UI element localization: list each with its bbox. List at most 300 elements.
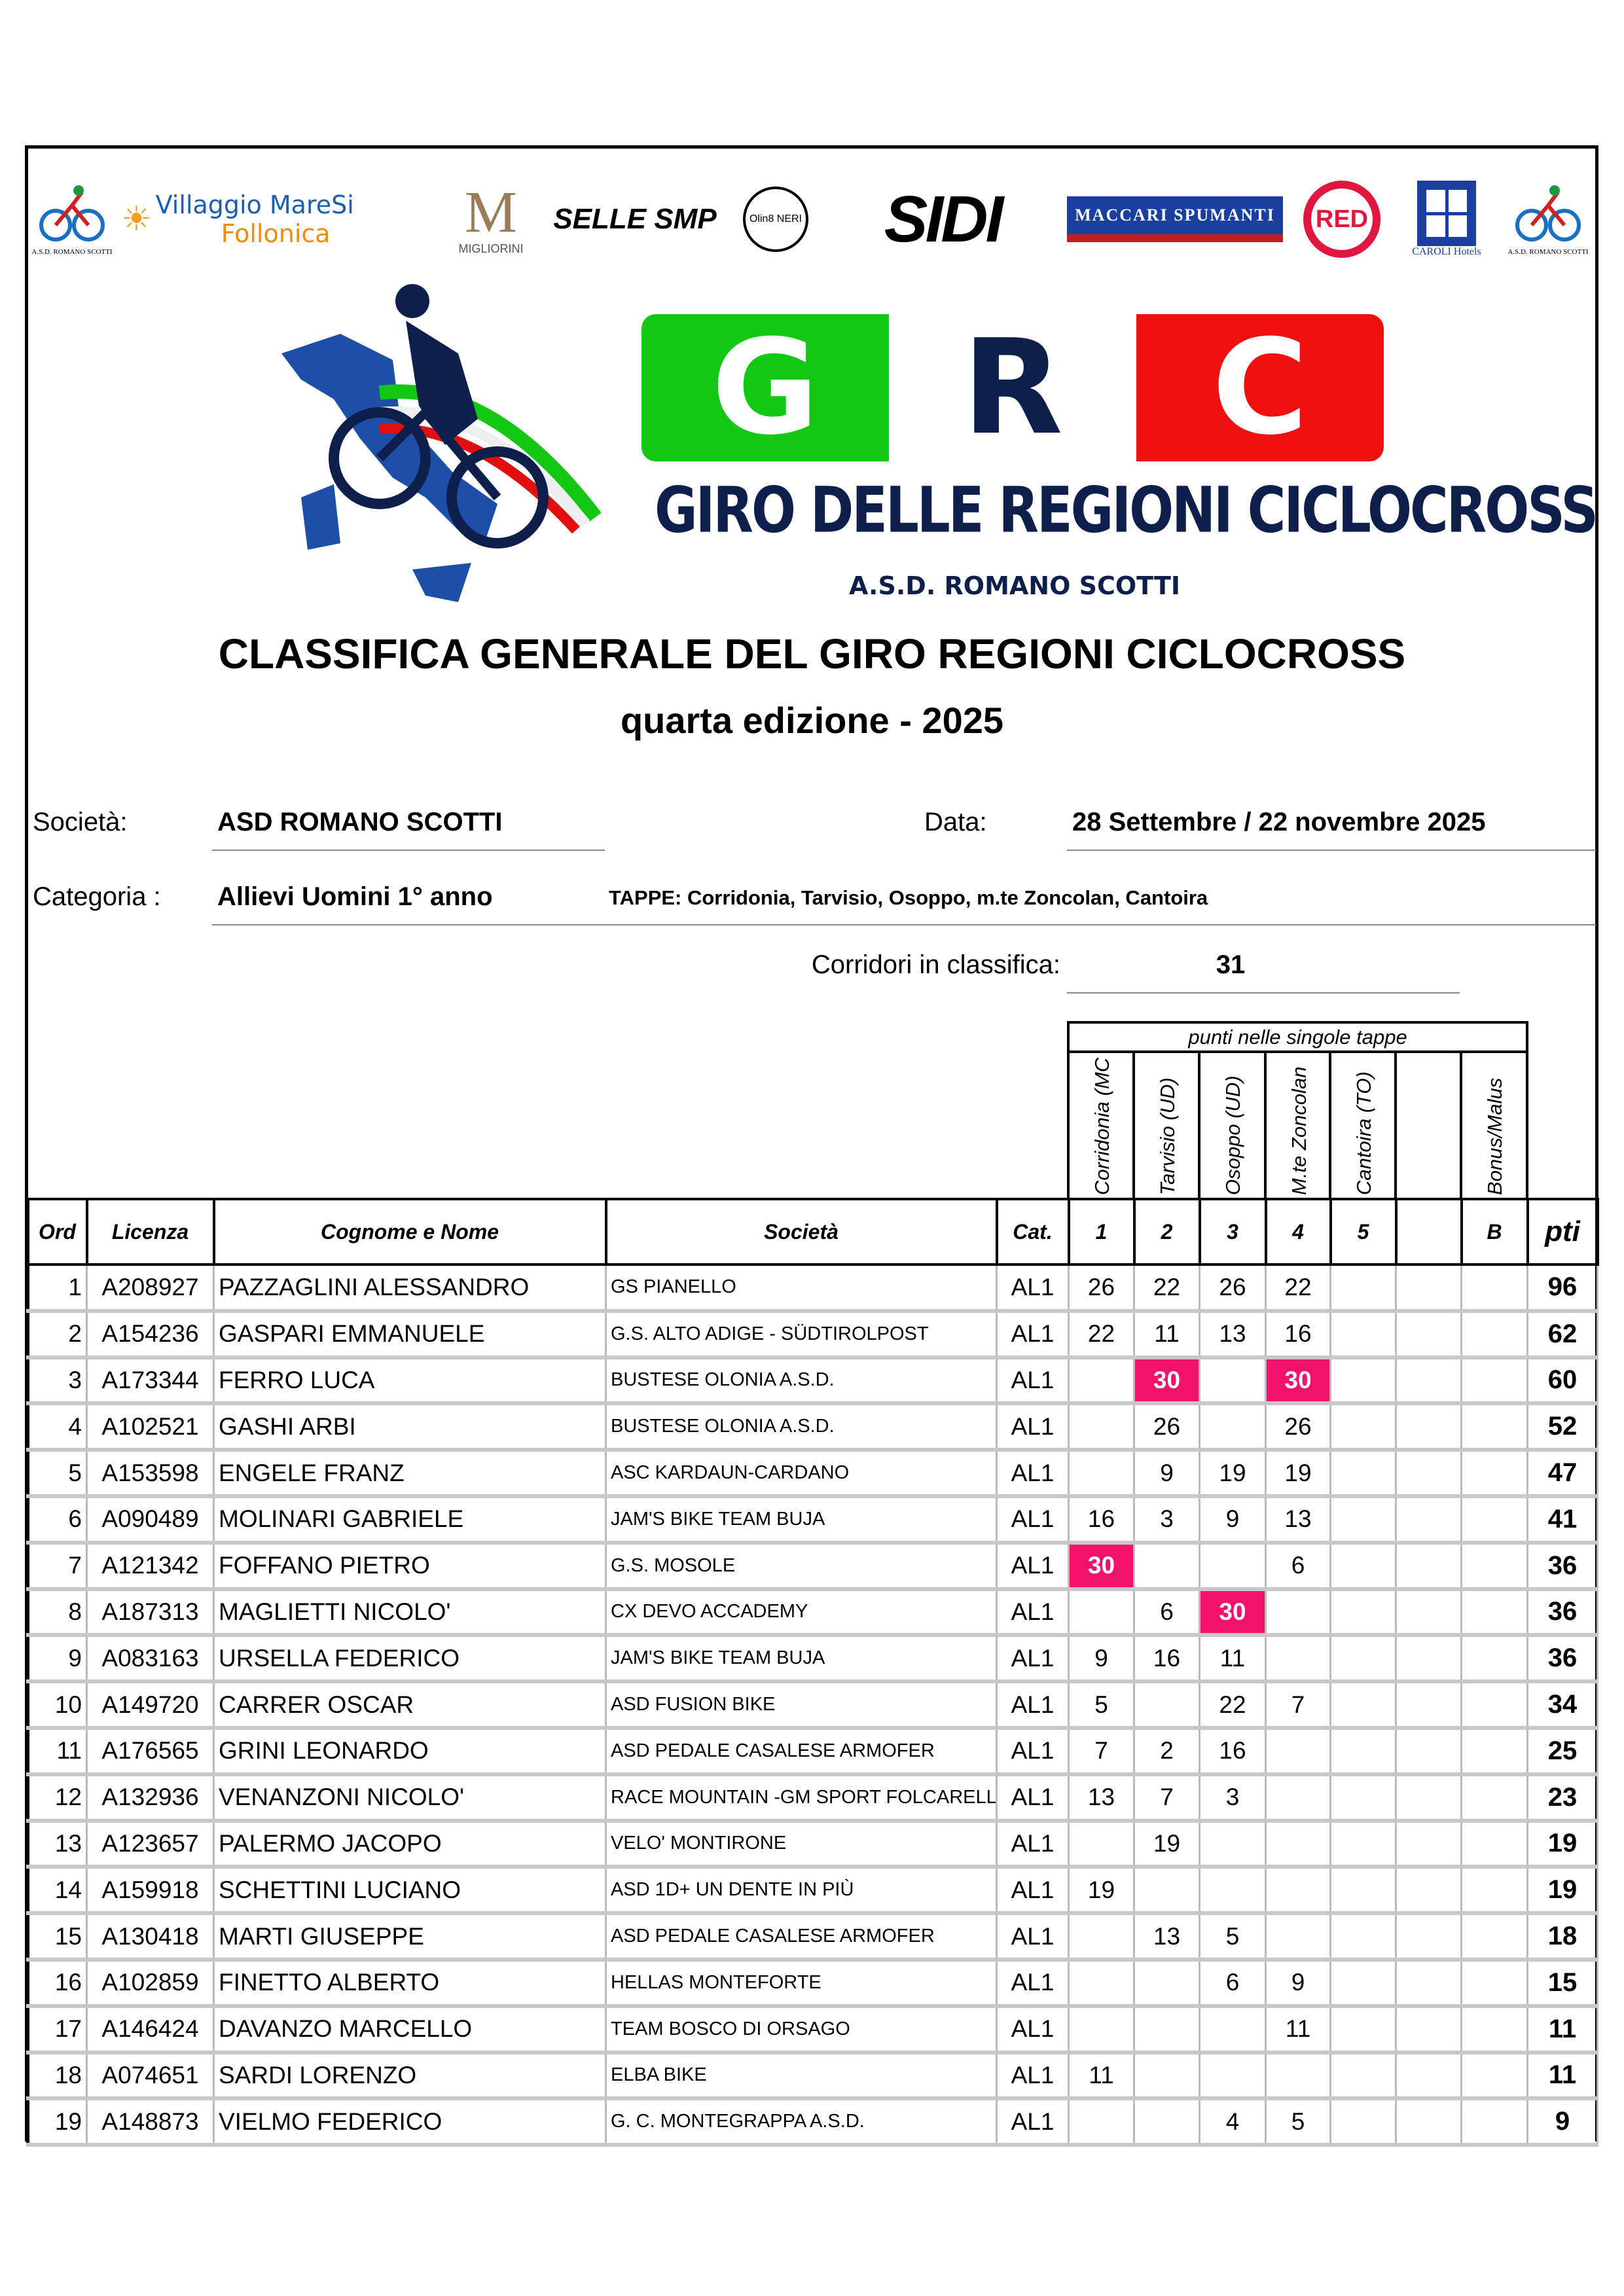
stage-points-cell bbox=[1462, 2053, 1528, 2099]
stage-points-cell bbox=[1462, 1450, 1528, 1496]
sun-icon: ☀ bbox=[121, 200, 152, 238]
total-points-cell: 19 bbox=[1528, 1867, 1598, 1913]
table-row bbox=[28, 2006, 1598, 2053]
category-cell: AL1 bbox=[997, 1543, 1069, 1589]
stage-name-text: Cantoira (TO) bbox=[1352, 1071, 1375, 1195]
olin8-logo: Olin8 NERI bbox=[733, 170, 818, 268]
stage-name bbox=[1330, 1052, 1396, 1199]
category-cell: AL1 bbox=[997, 1450, 1069, 1496]
stage-name bbox=[1068, 1052, 1134, 1199]
name-cell: ENGELE FRANZ bbox=[214, 1450, 606, 1496]
stage-points-cell bbox=[1396, 1774, 1462, 1821]
column-header: Cognome e Nome bbox=[214, 1199, 606, 1265]
stage-points-cell bbox=[1396, 1821, 1462, 1867]
stage-points-cell bbox=[1462, 1265, 1528, 1311]
license-cell: A102859 bbox=[87, 1960, 214, 2006]
category-cell: AL1 bbox=[997, 1311, 1069, 1357]
column-header: 5 bbox=[1331, 1199, 1396, 1265]
categoria-label: Categoria : bbox=[33, 882, 161, 911]
stage-points-cell bbox=[1266, 1635, 1331, 1681]
category-cell: AL1 bbox=[997, 1728, 1069, 1774]
name-cell: GASPARI EMMANUELE bbox=[214, 1311, 606, 1357]
team-cell: CX DEVO ACCADEMY bbox=[606, 1589, 997, 1636]
stage-points-cell bbox=[1331, 2053, 1396, 2099]
stage-points-cell: 11 bbox=[1266, 2006, 1331, 2053]
table-row bbox=[28, 1728, 1598, 1774]
stage-points-cell: 19 bbox=[1069, 1867, 1134, 1913]
column-header: Ord bbox=[28, 1199, 87, 1265]
team-cell: RACE MOUNTAIN -GM SPORT FOLCARELL bbox=[606, 1774, 997, 1821]
stage-points-cell: 30 bbox=[1069, 1543, 1134, 1589]
team-cell: ASD PEDALE CASALESE ARMOFER bbox=[606, 1913, 997, 1960]
table-row bbox=[28, 1450, 1598, 1496]
divider bbox=[1067, 992, 1460, 994]
stage-points-cell bbox=[1134, 2053, 1200, 2099]
sidi-logo: SIDI bbox=[884, 182, 1001, 256]
villaggio-maresi-logo: ☀ Villaggio MareSi Follonica bbox=[121, 190, 354, 248]
license-cell: A159918 bbox=[87, 1867, 214, 1913]
name-cell: MOLINARI GABRIELE bbox=[214, 1496, 606, 1543]
total-points-cell: 36 bbox=[1528, 1589, 1598, 1636]
stage-points-cell: 13 bbox=[1266, 1496, 1331, 1543]
data-value: 28 Settembre / 22 novembre 2025 bbox=[1072, 808, 1486, 836]
stage-points-cell bbox=[1069, 1913, 1134, 1960]
stage-points-cell bbox=[1266, 1913, 1331, 1960]
rank-cell: 11 bbox=[28, 1728, 87, 1774]
stage-points-cell: 30 bbox=[1134, 1357, 1200, 1404]
stage-points-cell bbox=[1396, 1681, 1462, 1728]
license-cell: A173344 bbox=[87, 1357, 214, 1404]
stage-points-cell bbox=[1266, 1774, 1331, 1821]
column-header: 2 bbox=[1134, 1199, 1200, 1265]
stage-points-cell: 22 bbox=[1069, 1311, 1134, 1357]
stage-points-cell: 11 bbox=[1134, 1311, 1200, 1357]
table-row bbox=[28, 1681, 1598, 1728]
rank-cell: 3 bbox=[28, 1357, 87, 1404]
migliorini-logo: M MIGLIORINI bbox=[458, 179, 524, 255]
column-header: Cat. bbox=[997, 1199, 1069, 1265]
stage-points-cell bbox=[1462, 2098, 1528, 2145]
stage-points-cell bbox=[1396, 1867, 1462, 1913]
stage-points-cell bbox=[1069, 1357, 1134, 1404]
corridori-value: 31 bbox=[1216, 950, 1246, 979]
rank-cell: 13 bbox=[28, 1821, 87, 1867]
stage-points-cell bbox=[1069, 1403, 1134, 1450]
rank-cell: 14 bbox=[28, 1867, 87, 1913]
stage-points-cell: 22 bbox=[1266, 1265, 1331, 1311]
stage-points-cell bbox=[1200, 1543, 1266, 1589]
category-cell: AL1 bbox=[997, 1635, 1069, 1681]
stage-points-cell bbox=[1462, 1821, 1528, 1867]
stage-points-cell bbox=[1462, 1357, 1528, 1404]
total-points-cell: 52 bbox=[1528, 1403, 1598, 1450]
stage-points-cell: 19 bbox=[1134, 1821, 1200, 1867]
stage-points-cell bbox=[1331, 1265, 1396, 1311]
column-header: 3 bbox=[1200, 1199, 1266, 1265]
stage-points-cell bbox=[1396, 1635, 1462, 1681]
stage-points-cell bbox=[1200, 2006, 1266, 2053]
stage-points-cell bbox=[1396, 2053, 1462, 2099]
stage-points-cell bbox=[1134, 1681, 1200, 1728]
name-cell: FERRO LUCA bbox=[214, 1357, 606, 1404]
category-cell: AL1 bbox=[997, 1589, 1069, 1636]
team-cell: ASD FUSION BIKE bbox=[606, 1681, 997, 1728]
stage-points-cell bbox=[1331, 1960, 1396, 2006]
total-points-cell: 36 bbox=[1528, 1635, 1598, 1681]
stage-points-cell: 26 bbox=[1069, 1265, 1134, 1311]
license-cell: A090489 bbox=[87, 1496, 214, 1543]
team-cell: JAM'S BIKE TEAM BUJA bbox=[606, 1635, 997, 1681]
stage-points-cell bbox=[1396, 1403, 1462, 1450]
stage-name bbox=[1461, 1052, 1527, 1199]
team-cell: VELO' MONTIRONE bbox=[606, 1821, 997, 1867]
caroli-hotels-logo: CAROLI Hotels bbox=[1404, 170, 1489, 268]
rank-cell: 1 bbox=[28, 1265, 87, 1311]
stage-points-cell: 22 bbox=[1134, 1265, 1200, 1311]
stage-points-cell: 5 bbox=[1266, 2098, 1331, 2145]
corridori-label: Corridori in classifica: bbox=[811, 950, 1060, 979]
stage-points-cell bbox=[1266, 1728, 1331, 1774]
stage-points-cell: 3 bbox=[1200, 1774, 1266, 1821]
divider bbox=[212, 924, 1596, 925]
category-cell: AL1 bbox=[997, 1265, 1069, 1311]
total-points-cell: 18 bbox=[1528, 1913, 1598, 1960]
category-cell: AL1 bbox=[997, 1357, 1069, 1404]
table-row bbox=[28, 1357, 1598, 1404]
stage-points-cell bbox=[1331, 1450, 1396, 1496]
stage-name bbox=[1134, 1052, 1199, 1199]
name-cell: PAZZAGLINI ALESSANDRO bbox=[214, 1265, 606, 1311]
stage-points-cell: 5 bbox=[1200, 1913, 1266, 1960]
stage-points-cell: 2 bbox=[1134, 1728, 1200, 1774]
stage-points-cell: 7 bbox=[1069, 1728, 1134, 1774]
name-cell: VENANZONI NICOLO' bbox=[214, 1774, 606, 1821]
table-row bbox=[28, 1913, 1598, 1960]
stage-points-cell: 3 bbox=[1134, 1496, 1200, 1543]
table-row bbox=[28, 1589, 1598, 1636]
rank-cell: 18 bbox=[28, 2053, 87, 2099]
license-cell: A132936 bbox=[87, 1774, 214, 1821]
stage-points-cell bbox=[1069, 1450, 1134, 1496]
name-cell: GRINI LEONARDO bbox=[214, 1728, 606, 1774]
total-points-cell: 9 bbox=[1528, 2098, 1598, 2145]
stage-points-cell: 26 bbox=[1266, 1403, 1331, 1450]
standings-table bbox=[26, 1198, 1599, 2147]
stage-points-cell bbox=[1134, 1960, 1200, 2006]
stage-points-cell: 26 bbox=[1134, 1403, 1200, 1450]
stage-points-cell bbox=[1462, 1867, 1528, 1913]
total-points-cell: 62 bbox=[1528, 1311, 1598, 1357]
column-header: pti bbox=[1528, 1199, 1598, 1265]
stage-points-cell bbox=[1266, 2053, 1331, 2099]
stage-points-cell bbox=[1331, 2006, 1396, 2053]
stage-points-cell: 13 bbox=[1134, 1913, 1200, 1960]
rank-cell: 17 bbox=[28, 2006, 87, 2053]
stage-points-cell bbox=[1396, 1913, 1462, 1960]
category-cell: AL1 bbox=[997, 1913, 1069, 1960]
header-row bbox=[28, 1199, 1598, 1265]
name-cell: FINETTO ALBERTO bbox=[214, 1960, 606, 2006]
stage-points-cell bbox=[1462, 1728, 1528, 1774]
stage-points-cell bbox=[1396, 1496, 1462, 1543]
rank-cell: 2 bbox=[28, 1311, 87, 1357]
category-cell: AL1 bbox=[997, 2098, 1069, 2145]
total-points-cell: 60 bbox=[1528, 1357, 1598, 1404]
license-cell: A102521 bbox=[87, 1403, 214, 1450]
table-row bbox=[28, 1403, 1598, 1450]
total-points-cell: 23 bbox=[1528, 1774, 1598, 1821]
rank-cell: 8 bbox=[28, 1589, 87, 1636]
column-header bbox=[1396, 1199, 1462, 1265]
license-cell: A153598 bbox=[87, 1450, 214, 1496]
stage-points-cell bbox=[1331, 1589, 1396, 1636]
total-points-cell: 11 bbox=[1528, 2006, 1598, 2053]
name-cell: PALERMO JACOPO bbox=[214, 1821, 606, 1867]
stage-points-cell bbox=[1134, 1867, 1200, 1913]
stage-points-cell bbox=[1331, 1496, 1396, 1543]
column-header: Licenza bbox=[87, 1199, 214, 1265]
category-cell: AL1 bbox=[997, 2053, 1069, 2099]
total-points-cell: 19 bbox=[1528, 1821, 1598, 1867]
maccari-logo: MACCARI SPUMANTI bbox=[1077, 170, 1273, 268]
name-cell: URSELLA FEDERICO bbox=[214, 1635, 606, 1681]
stage-points-cell: 11 bbox=[1200, 1635, 1266, 1681]
total-points-cell: 47 bbox=[1528, 1450, 1598, 1496]
license-cell: A176565 bbox=[87, 1728, 214, 1774]
stage-points-cell: 13 bbox=[1069, 1774, 1134, 1821]
stage-points-cell bbox=[1331, 1403, 1396, 1450]
name-cell: MAGLIETTI NICOLO' bbox=[214, 1589, 606, 1636]
stage-points-cell bbox=[1396, 1960, 1462, 2006]
divider bbox=[1067, 850, 1596, 851]
license-cell: A208927 bbox=[87, 1265, 214, 1311]
license-cell: A148873 bbox=[87, 2098, 214, 2145]
team-cell: G.S. ALTO ADIGE - SÜDTIROLPOST bbox=[606, 1311, 997, 1357]
column-header: Società bbox=[606, 1199, 997, 1265]
name-cell: SCHETTINI LUCIANO bbox=[214, 1867, 606, 1913]
stage-points-cell: 30 bbox=[1266, 1357, 1331, 1404]
stage-name-text: Osoppo (UD) bbox=[1221, 1075, 1244, 1195]
team-cell: ASC KARDAUN-CARDANO bbox=[606, 1450, 997, 1496]
table-row bbox=[28, 2098, 1598, 2145]
stage-name bbox=[1199, 1052, 1265, 1199]
table-row bbox=[28, 2053, 1598, 2099]
stage-name-text: Tarvisio (UD) bbox=[1156, 1077, 1179, 1195]
group-title: punti nelle singole tappe bbox=[1068, 1022, 1527, 1052]
stage-points-cell bbox=[1396, 2006, 1462, 2053]
italy-cyclist-icon bbox=[262, 281, 602, 622]
total-points-cell: 11 bbox=[1528, 2053, 1598, 2099]
selle-smp-logo: SELLE SMP bbox=[553, 203, 717, 235]
stage-points-cell: 13 bbox=[1200, 1311, 1266, 1357]
stage-points-cell bbox=[1069, 1589, 1134, 1636]
stage-points-cell: 19 bbox=[1200, 1450, 1266, 1496]
stage-points-cell bbox=[1396, 1311, 1462, 1357]
stage-points-cell bbox=[1396, 1728, 1462, 1774]
rank-cell: 5 bbox=[28, 1450, 87, 1496]
stage-points-cell: 6 bbox=[1134, 1589, 1200, 1636]
rank-cell: 12 bbox=[28, 1774, 87, 1821]
stage-points-cell bbox=[1266, 1821, 1331, 1867]
category-cell: AL1 bbox=[997, 2006, 1069, 2053]
rank-cell: 16 bbox=[28, 1960, 87, 2006]
stage-points-cell bbox=[1396, 1450, 1462, 1496]
table-row bbox=[28, 1867, 1598, 1913]
rank-cell: 15 bbox=[28, 1913, 87, 1960]
category-cell: AL1 bbox=[997, 1821, 1069, 1867]
name-cell: GASHI ARBI bbox=[214, 1403, 606, 1450]
team-cell: ELBA BIKE bbox=[606, 2053, 997, 2099]
name-cell: FOFFANO PIETRO bbox=[214, 1543, 606, 1589]
romano-scotti-logo-right: A.S.D. ROMANO SCOTTI bbox=[1506, 170, 1591, 268]
stage-points-cell: 11 bbox=[1069, 2053, 1134, 2099]
stage-points-cell: 9 bbox=[1069, 1635, 1134, 1681]
stage-points-cell bbox=[1331, 1543, 1396, 1589]
stage-points-cell bbox=[1331, 1728, 1396, 1774]
stage-points-cell: 7 bbox=[1266, 1681, 1331, 1728]
societa-value: ASD ROMANO SCOTTI bbox=[217, 808, 503, 836]
stage-points-cell bbox=[1462, 2006, 1528, 2053]
team-cell: GS PIANELLO bbox=[606, 1265, 997, 1311]
rank-cell: 6 bbox=[28, 1496, 87, 1543]
stage-points-cell: 30 bbox=[1200, 1589, 1266, 1636]
societa-label: Società: bbox=[33, 808, 128, 836]
team-cell: ASD 1D+ UN DENTE IN PIÙ bbox=[606, 1867, 997, 1913]
table-row bbox=[28, 1496, 1598, 1543]
red-logo: RED bbox=[1296, 170, 1388, 268]
stage-points-cell bbox=[1069, 2098, 1134, 2145]
category-cell: AL1 bbox=[997, 1681, 1069, 1728]
stage-points-cell bbox=[1069, 1821, 1134, 1867]
name-cell: CARRER OSCAR bbox=[214, 1681, 606, 1728]
romano-scotti-logo-left: A.S.D. ROMANO SCOTTI bbox=[29, 170, 115, 268]
stage-points-cell bbox=[1396, 1265, 1462, 1311]
stage-points-cell bbox=[1462, 1589, 1528, 1636]
license-cell: A123657 bbox=[87, 1821, 214, 1867]
categoria-value: Allievi Uomini 1° anno bbox=[217, 882, 493, 911]
rank-cell: 10 bbox=[28, 1681, 87, 1728]
stage-points-cell bbox=[1200, 1403, 1266, 1450]
stage-points-cell bbox=[1331, 1681, 1396, 1728]
category-cell: AL1 bbox=[997, 1867, 1069, 1913]
category-cell: AL1 bbox=[997, 1403, 1069, 1450]
stage-points-cell: 6 bbox=[1200, 1960, 1266, 2006]
stage-points-cell bbox=[1266, 1867, 1331, 1913]
team-cell: G.S. MOSOLE bbox=[606, 1543, 997, 1589]
category-cell: AL1 bbox=[997, 1496, 1069, 1543]
total-points-cell: 41 bbox=[1528, 1496, 1598, 1543]
stage-group-header bbox=[1067, 1021, 1528, 1199]
stage-points-cell bbox=[1331, 1635, 1396, 1681]
license-cell: A130418 bbox=[87, 1913, 214, 1960]
stage-points-cell: 5 bbox=[1069, 1681, 1134, 1728]
stage-points-cell: 22 bbox=[1200, 1681, 1266, 1728]
total-points-cell: 36 bbox=[1528, 1543, 1598, 1589]
name-cell: DAVANZO MARCELLO bbox=[214, 2006, 606, 2053]
table-row bbox=[28, 1821, 1598, 1867]
stage-points-cell bbox=[1396, 1589, 1462, 1636]
team-cell: HELLAS MONTEFORTE bbox=[606, 1960, 997, 2006]
team-cell: BUSTESE OLONIA A.S.D. bbox=[606, 1357, 997, 1404]
rank-cell: 9 bbox=[28, 1635, 87, 1681]
page-title: CLASSIFICA GENERALE DEL GIRO REGIONI CICLOCROSS bbox=[218, 630, 1406, 677]
table-row bbox=[28, 1265, 1598, 1311]
table-row bbox=[28, 1543, 1598, 1589]
stage-name-text: Bonus/Malus bbox=[1483, 1077, 1506, 1195]
stage-points-cell: 4 bbox=[1200, 2098, 1266, 2145]
stage-points-cell bbox=[1396, 1543, 1462, 1589]
column-header: 1 bbox=[1069, 1199, 1134, 1265]
license-cell: A146424 bbox=[87, 2006, 214, 2053]
stage-points-cell bbox=[1134, 2098, 1200, 2145]
name-cell: SARDI LORENZO bbox=[214, 2053, 606, 2099]
stage-points-cell: 26 bbox=[1200, 1265, 1266, 1311]
stage-points-cell: 16 bbox=[1069, 1496, 1134, 1543]
stage-points-cell bbox=[1331, 1867, 1396, 1913]
stage-points-cell bbox=[1331, 1357, 1396, 1404]
team-cell: ASD PEDALE CASALESE ARMOFER bbox=[606, 1728, 997, 1774]
license-cell: A074651 bbox=[87, 2053, 214, 2099]
stage-points-cell bbox=[1462, 1403, 1528, 1450]
category-cell: AL1 bbox=[997, 1960, 1069, 2006]
stage-points-cell bbox=[1462, 1543, 1528, 1589]
stage-points-cell bbox=[1331, 1774, 1396, 1821]
stage-points-cell bbox=[1462, 1635, 1528, 1681]
stage-points-cell: 9 bbox=[1200, 1496, 1266, 1543]
total-points-cell: 15 bbox=[1528, 1960, 1598, 2006]
stage-name-text: Corridonia (MC bbox=[1091, 1057, 1113, 1195]
stage-points-cell bbox=[1200, 2053, 1266, 2099]
stage-points-cell bbox=[1331, 2098, 1396, 2145]
total-points-cell: 25 bbox=[1528, 1728, 1598, 1774]
divider bbox=[212, 850, 605, 851]
stage-name bbox=[1265, 1052, 1330, 1199]
stage-points-cell bbox=[1134, 2006, 1200, 2053]
table-row bbox=[28, 1635, 1598, 1681]
stage-points-cell bbox=[1462, 1311, 1528, 1357]
stage-points-cell bbox=[1396, 1357, 1462, 1404]
stage-points-cell bbox=[1134, 1543, 1200, 1589]
license-cell: A154236 bbox=[87, 1311, 214, 1357]
team-cell: G. C. MONTEGRAPPA A.S.D. bbox=[606, 2098, 997, 2145]
team-cell: TEAM BOSCO DI ORSAGO bbox=[606, 2006, 997, 2053]
data-label: Data: bbox=[924, 808, 987, 836]
rank-cell: 4 bbox=[28, 1403, 87, 1450]
name-cell: VIELMO FEDERICO bbox=[214, 2098, 606, 2145]
stage-points-cell bbox=[1200, 1867, 1266, 1913]
stage-points-cell bbox=[1200, 1357, 1266, 1404]
stage-points-cell: 7 bbox=[1134, 1774, 1200, 1821]
stage-points-cell: 19 bbox=[1266, 1450, 1331, 1496]
stage-points-cell: 16 bbox=[1266, 1311, 1331, 1357]
stage-points-cell bbox=[1462, 1960, 1528, 2006]
name-cell: MARTI GIUSEPPE bbox=[214, 1913, 606, 1960]
stage-name-text: M.te Zoncolan bbox=[1288, 1066, 1310, 1195]
stage-points-cell bbox=[1069, 1960, 1134, 2006]
stage-points-cell: 6 bbox=[1266, 1543, 1331, 1589]
stage-points-cell: 16 bbox=[1134, 1635, 1200, 1681]
table-row bbox=[28, 1960, 1598, 2006]
total-points-cell: 34 bbox=[1528, 1681, 1598, 1728]
total-points-cell: 96 bbox=[1528, 1265, 1598, 1311]
stage-points-cell bbox=[1200, 1821, 1266, 1867]
stage-points-cell: 9 bbox=[1266, 1960, 1331, 2006]
stage-points-cell bbox=[1069, 2006, 1134, 2053]
category-cell: AL1 bbox=[997, 1774, 1069, 1821]
sponsor-logos bbox=[29, 170, 1594, 275]
column-header: 4 bbox=[1266, 1199, 1331, 1265]
rank-cell: 7 bbox=[28, 1543, 87, 1589]
